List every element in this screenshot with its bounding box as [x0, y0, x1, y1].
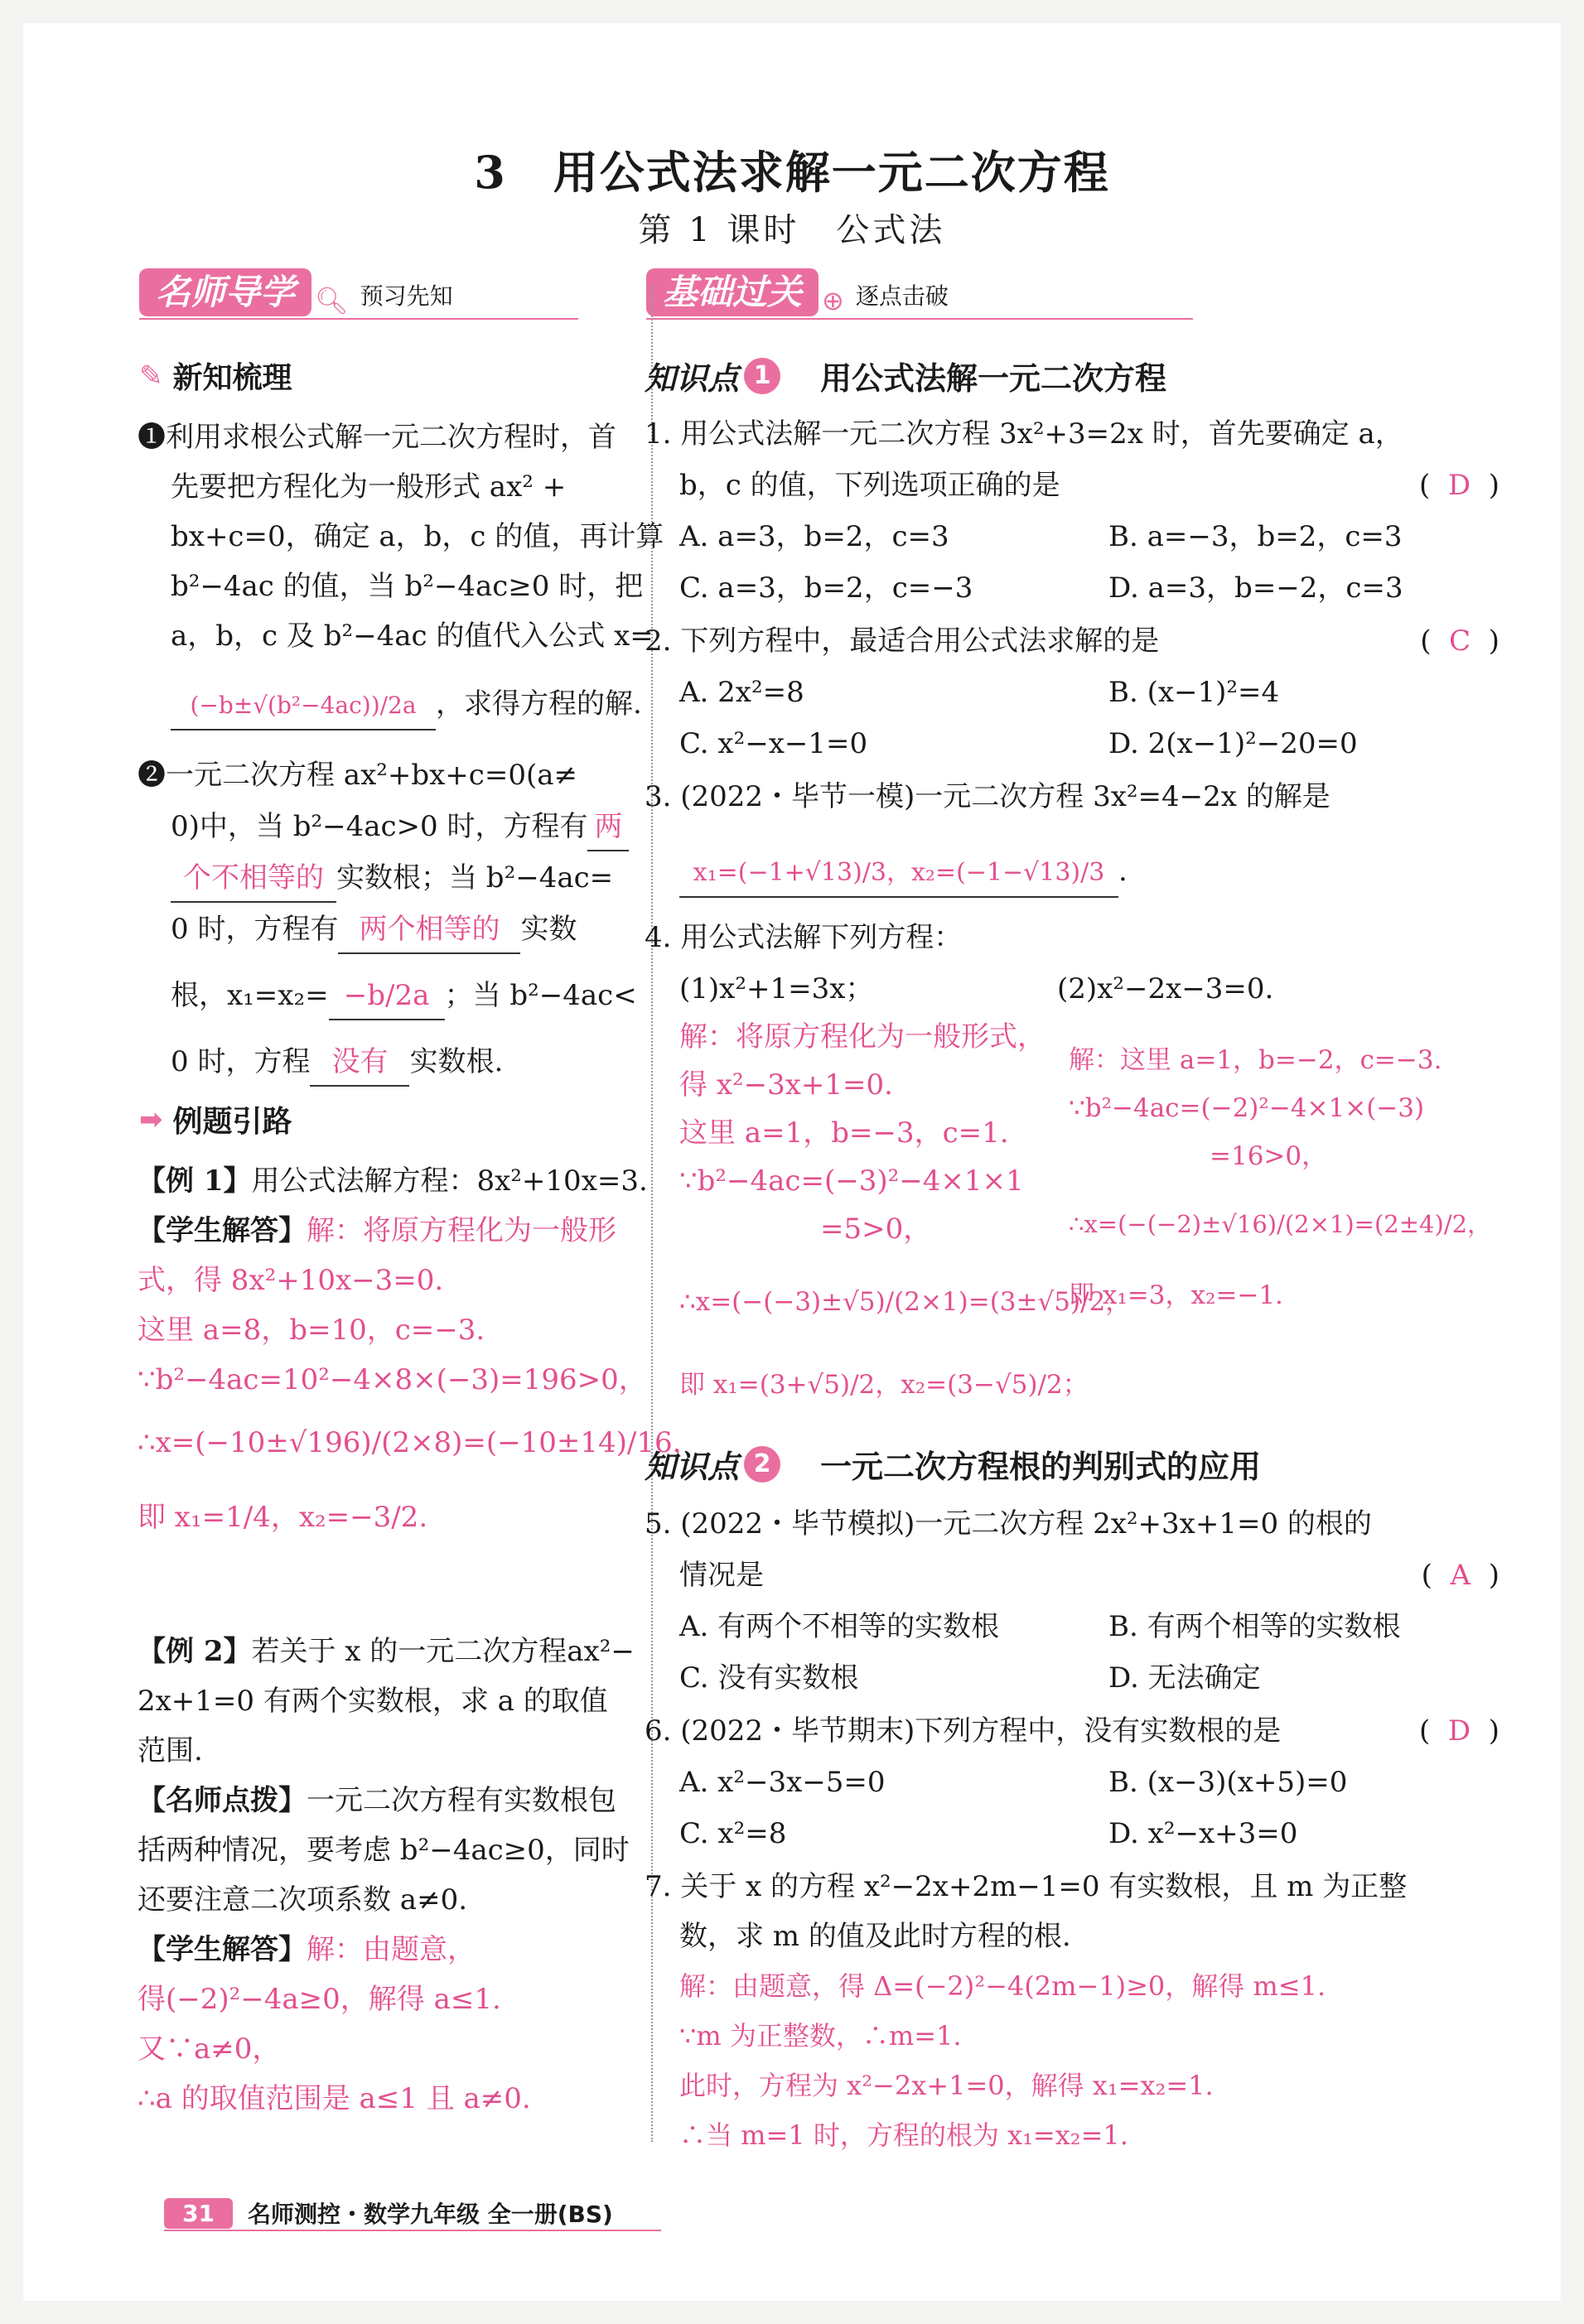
solution-line: 即 x₁=3，x₂=−1.: [1069, 1280, 1283, 1310]
solution-line: ∴a 的取值范围是 a≤1 且 a≠0.: [138, 2082, 531, 2115]
question-3: 3. (2022・毕节一模)一元二次方程 3x²=4−2x 的解是: [645, 780, 1330, 813]
nk-line: 0 时，方程 没有 实数根.: [171, 1039, 503, 1087]
question-7-line2: 数，求 m 的值及此时方程的根.: [679, 1920, 1071, 1953]
solution-line: 这里 a=1，b=−3，c=1.: [679, 1116, 1009, 1150]
option: B. (x−3)(x+5)=0: [1108, 1766, 1348, 1799]
option: B. (x−1)²=4: [1108, 676, 1280, 709]
question-4: 4. 用公式法解下列方程：: [645, 921, 963, 954]
knowledge-point-2: 知识点 2 一元二次方程根的判别式的应用: [645, 1441, 1261, 1487]
page-title: 3 用公式法求解一元二次方程: [474, 146, 1110, 199]
blank-two-unequal-a: 两: [587, 803, 629, 851]
option: A. 2x²=8: [679, 676, 804, 709]
footer-rule: [164, 2230, 661, 2231]
solution-line: 解：这里 a=1，b=−2，c=−3.: [1069, 1045, 1442, 1075]
new-knowledge-heading: ✎ 新知梳理: [139, 359, 292, 395]
teacher-tip-line: 括两种情况，要考虑 b²−4ac≥0，同时: [138, 1834, 630, 1867]
question-4-part-2: (2)x²−2x−3=0.: [1057, 972, 1274, 1005]
option: D. 2(x−1)²−20=0: [1108, 727, 1358, 760]
option: B. a=−3，b=2，c=3: [1108, 520, 1403, 553]
answer-bracket: ( D ): [1418, 469, 1499, 502]
knowledge-point-1: 知识点 1 用公式法解一元二次方程: [645, 353, 1166, 398]
option: A. 有两个不相等的实数根: [679, 1610, 1000, 1643]
blank-two-equal: 两个相等的: [338, 906, 520, 954]
nk-line: 先要把方程化为一般形式 ax² +: [171, 470, 567, 504]
option: C. x²=8: [679, 1817, 787, 1850]
solution-line: ∴x=(−(−2)±√16)/(2×1)=(2±4)/2，: [1069, 1210, 1492, 1238]
nk-line: b²−4ac 的值，当 b²−4ac≥0 时，把: [171, 570, 644, 603]
page-number: 31: [164, 2198, 233, 2229]
answer-value: A: [1450, 1559, 1471, 1592]
option: C. a=3，b=2，c=−3: [679, 571, 973, 605]
answer-value: D: [1447, 469, 1471, 502]
option: D. 无法确定: [1108, 1661, 1261, 1695]
nk-line: 0 时，方程有 两个相等的 实数: [171, 906, 577, 954]
page: [23, 23, 1561, 2301]
option: D. x²−x+3=0: [1108, 1817, 1298, 1850]
question-1: 1. 用公式法解一元二次方程 3x²+3=2x 时，首先要确定 a，: [645, 417, 1403, 451]
pencil-icon: ✎: [139, 359, 163, 393]
left-banner-underline: [139, 318, 578, 320]
nk-line: 0)中，当 b²−4ac>0 时，方程有 两: [171, 803, 629, 851]
arrow-icon: ➡: [139, 1102, 163, 1136]
quadratic-formula-blank: (−b±√(b²−4ac))/2a: [171, 682, 436, 730]
answer-bracket: ( A ): [1421, 1559, 1499, 1592]
question-5-line2: 情况是 ( A ): [679, 1552, 1499, 1598]
example-2-line: 范围.: [138, 1734, 203, 1767]
nk-line: ❶利用求根公式解一元二次方程时，首: [138, 421, 616, 454]
teacher-tip-line: 还要注意二次项系数 a≠0.: [138, 1883, 468, 1917]
option: B. 有两个相等的实数根: [1108, 1610, 1401, 1643]
option: C. x²−x−1=0: [679, 727, 868, 760]
right-banner-label: 基础过关: [646, 268, 819, 316]
solution-line: ∵b²−4ac=(−3)²−4×1×1: [679, 1164, 1024, 1198]
answer-value: C: [1449, 624, 1471, 658]
nk-line: bx+c=0，确定 a，b，c 的值，再计算: [171, 520, 664, 553]
nk-line: ❷一元二次方程 ax²+bx+c=0(a≠: [138, 759, 577, 792]
example-2: 【例 2】若关于 x 的一元二次方程ax²−: [138, 1635, 635, 1668]
solution-line: 这里 a=8，b=10，c=−3.: [138, 1314, 485, 1347]
question-3-answer-line: x₁=(−1+√13)/3，x₂=(−1−√13)/3 .: [679, 848, 1128, 898]
answer-bracket: ( C ): [1420, 624, 1499, 658]
question-2: 2. 下列方程中，最适合用公式法求解的是 ( C ): [645, 618, 1499, 664]
target-icon: ⊕: [822, 285, 844, 316]
right-banner-tag: 逐点击破: [855, 282, 949, 310]
answer-value: D: [1447, 1714, 1471, 1748]
solution-line: ∴当 m=1 时，方程的根为 x₁=x₂=1.: [679, 2119, 1128, 2151]
answer-bracket: ( D ): [1418, 1714, 1499, 1748]
solution-line: =16>0，: [1210, 1141, 1328, 1171]
option: A. x²−3x−5=0: [679, 1766, 886, 1799]
left-banner: [139, 263, 453, 316]
example-2-answer: 【学生解答】解：由题意，: [138, 1933, 476, 1966]
solution-line: 得(−2)²−4a≥0，解得 a≤1.: [138, 1983, 501, 2016]
example-1: 【例 1】用公式法解方程：8x²+10x=3.: [138, 1164, 648, 1198]
option: A. a=3，b=2，c=3: [679, 520, 949, 553]
footer: [164, 2196, 613, 2230]
solution-line: ∴x=(−(−3)±√5)/(2×1)=(3±√5)/2，: [679, 1287, 1132, 1317]
question-7: 7. 关于 x 的方程 x²−2x+2m−1=0 有实数根，且 m 为正整: [645, 1870, 1408, 1903]
nk-formula-line: (−b±√(b²−4ac))/2a ，求得方程的解.: [171, 681, 642, 730]
solution-line: ∵m 为正整数，∴m=1.: [679, 2020, 962, 2052]
blank-two-unequal-b: 个不相等的: [171, 855, 336, 903]
example-1-answer: 【学生解答】解：将原方程化为一般形: [138, 1214, 616, 1247]
nk-line: 个不相等的 实数根；当 b²−4ac=: [171, 855, 613, 903]
question-5: 5. (2022・毕节模拟)一元二次方程 2x²+3x+1=0 的根的: [645, 1507, 1372, 1540]
question-1-line2: b，c 的值，下列选项正确的是 ( D ): [679, 462, 1499, 509]
example-2-line: 2x+1=0 有两个实数根，求 a 的取值: [138, 1685, 608, 1718]
solution-line: ∴x=(−10±√196)/(2×8)=(−10±14)/16，: [138, 1426, 701, 1459]
solution-line: 又∵a≠0，: [138, 2032, 281, 2066]
solution-line: =5>0，: [820, 1213, 932, 1246]
option: C. 没有实数根: [679, 1661, 859, 1695]
solution-line: 解：由题意，得 Δ=(−2)²−4(2m−1)≥0，解得 m≤1.: [679, 1970, 1326, 2002]
solution-line: 式，得 8x²+10x−3=0.: [138, 1264, 444, 1297]
solution-line: 解：将原方程化为一般形式，: [679, 1020, 1046, 1054]
option: D. a=3，b=−2，c=3: [1108, 571, 1403, 605]
left-banner-label: 名师导学: [139, 268, 311, 316]
blank-root: −b/2a: [329, 972, 445, 1020]
nk-line: a，b，c 及 b²−4ac 的值代入公式 x=: [171, 620, 654, 653]
examples-heading: ➡ 例题引路: [139, 1102, 292, 1139]
right-banner: [646, 263, 949, 316]
page-subtitle: 第 1 课时 公式法: [638, 211, 946, 249]
solution-line: 即 x₁=(3+√5)/2，x₂=(3−√5)/2；: [679, 1370, 1089, 1400]
solution-line: 得 x²−3x+1=0.: [679, 1068, 893, 1102]
solution-line: ∵b²−4ac=(−2)²−4×1×(−3): [1069, 1093, 1425, 1123]
solution-line: ∵b²−4ac=10²−4×8×(−3)=196>0，: [138, 1363, 647, 1396]
question-4-part-1: (1)x²+1=3x；: [679, 972, 874, 1005]
question-6: 6. (2022・毕节期末)下列方程中，没有实数根的是 ( D ): [645, 1708, 1499, 1754]
left-banner-tag: 预习先知: [360, 282, 453, 310]
solution-line: 此时，方程为 x²−2x+1=0，解得 x₁=x₂=1.: [679, 2070, 1214, 2101]
teacher-tip: 【名师点拨】一元二次方程有实数根包: [138, 1784, 616, 1817]
footer-text: 名师测控・数学九年级 全一册(BS): [247, 2201, 613, 2228]
solution-line: 即 x₁=1/4，x₂=−3/2.: [138, 1501, 428, 1534]
right-banner-underline: [646, 318, 1193, 320]
nk-line: 根，x₁=x₂= −b/2a ；当 b²−4ac<: [171, 972, 637, 1020]
question-3-blank: x₁=(−1+√13)/3，x₂=(−1−√13)/3: [679, 850, 1118, 898]
magnifier-icon: 🔍︎: [315, 285, 349, 316]
blank-none: 没有: [310, 1039, 409, 1087]
